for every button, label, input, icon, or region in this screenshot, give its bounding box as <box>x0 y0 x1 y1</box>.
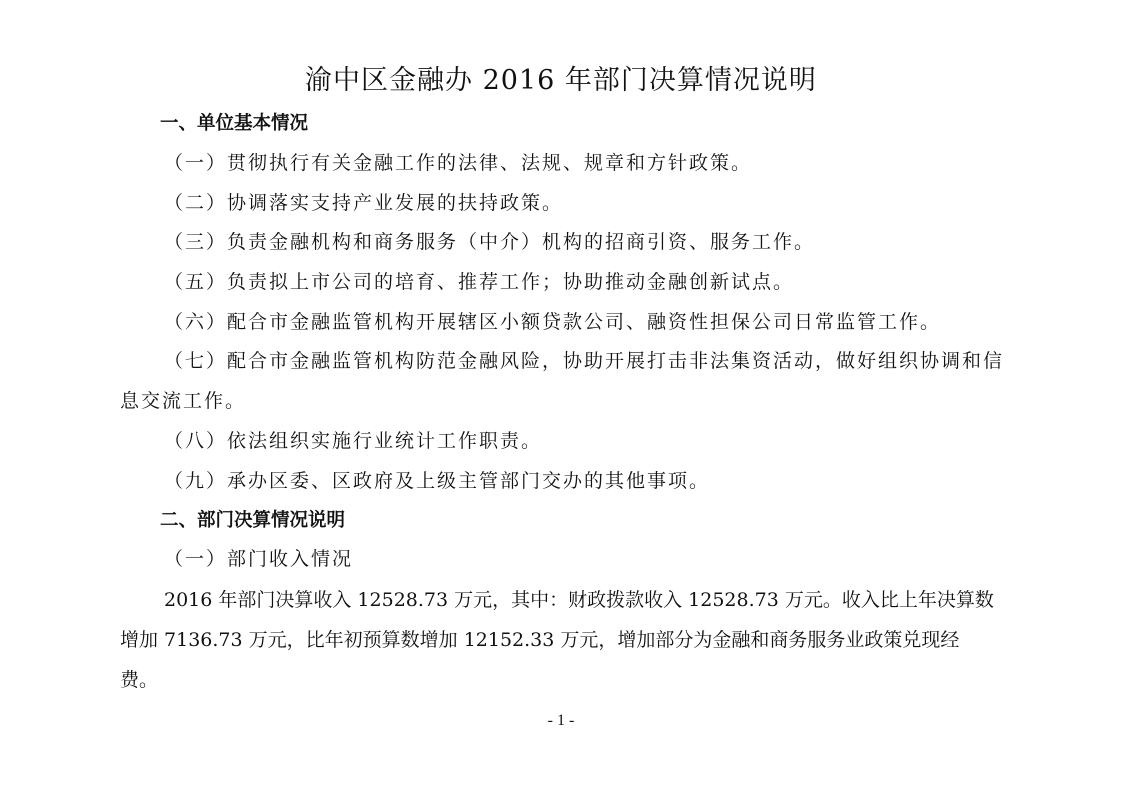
list-item: （一）贯彻执行有关金融工作的法律、法规、规章和方针政策。 <box>164 152 753 174</box>
paragraph-line: 增加 7136.73 万元，比年初预算数增加 12152.33 万元，增加部分为金融和商务服务业政策兑现经 <box>120 629 960 651</box>
page-number: - 1 - <box>547 712 575 729</box>
subsection-heading-income: （一）部门收入情况 <box>164 548 354 570</box>
document-title: 渝中区金融办 2016 年部门决算情况说明 <box>305 65 817 96</box>
paragraph-line: 2016 年部门决算收入 12528.73 万元，其中：财政拨款收入 12528.73 万元。收入比上年决算数 <box>164 589 994 611</box>
list-item-continuation: 息交流工作。 <box>120 390 247 412</box>
list-item: （八）依法组织实施行业统计工作职责。 <box>164 430 543 452</box>
list-item: （五）负责拟上市公司的培育、推荐工作；协助推动金融创新试点。 <box>164 271 795 293</box>
list-item: （六）配合市金融监管机构开展辖区小额贷款公司、融资性担保公司日常监管工作。 <box>164 311 942 333</box>
paragraph-line: 费。 <box>120 669 159 691</box>
list-item: （三）负责金融机构和商务服务（中介）机构的招商引资、服务工作。 <box>164 231 816 253</box>
list-item: （二）协调落实支持产业发展的扶持政策。 <box>164 192 564 214</box>
list-item: （七）配合市金融监管机构防范金融风险，协助开展打击非法集资活动，做好组织协调和信 <box>164 350 1005 372</box>
list-item: （九）承办区委、区政府及上级主管部门交办的其他事项。 <box>164 470 711 492</box>
section-heading-budget: 二、部门决算情况说明 <box>160 510 346 531</box>
section-heading-unit-info: 一、单位基本情况 <box>160 113 309 134</box>
